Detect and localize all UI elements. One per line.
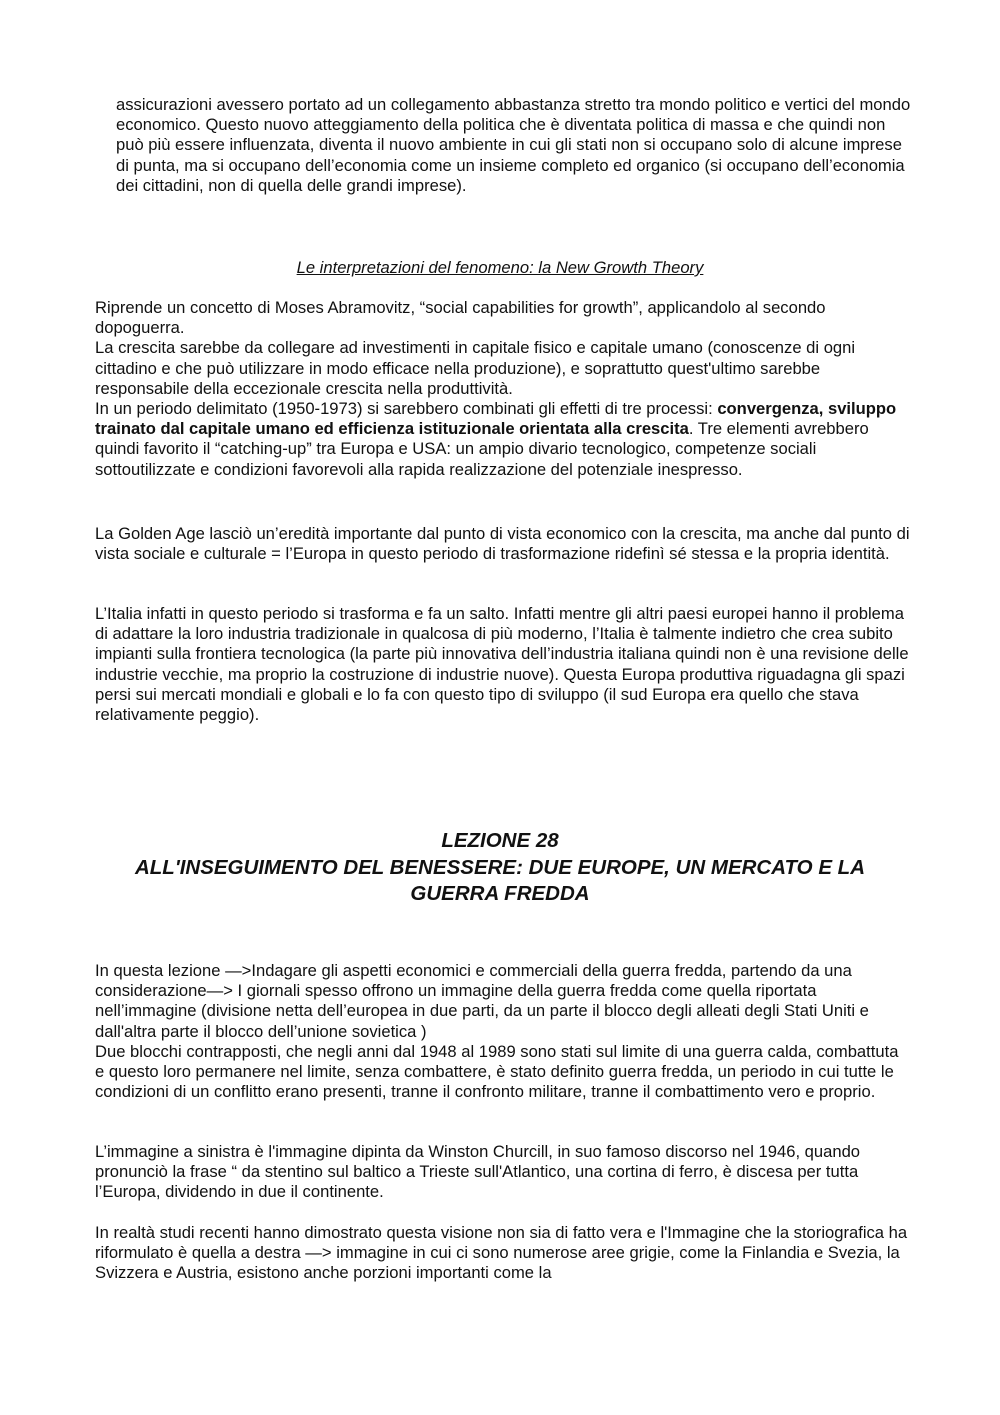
growth-theory-paragraph (95, 298, 910, 480)
lesson-title-line-2: GUERRA FREDDA (410, 882, 590, 905)
growth-theory-line-1: Riprende un concetto di Moses Abramovitz, “social capabilities for growth”, applicandolo al secondo dopoguerra. (95, 298, 826, 338)
growth-theory-line-3 (95, 399, 910, 480)
growth-theory-line-3-intro: In un periodo delimitato (1950-1973) si sarebbero combinati gli effetti di tre processi: (95, 399, 718, 419)
lesson-intro-paragraph (95, 961, 910, 1102)
italy-paragraph: L’Italia infatti in questo periodo si trasforma e fa un salto. Infatti mentre gli altri paesi europei hanno il problema di adattare la loro industria tradizionale in qualcosa di più moderno, l’Italia è talmente indietro che crea subito impianti sulla frontiera tecnologica (la parte più innovativa dell’industria italiana quindi non è una revisione delle industrie vecchie, ma proprio la costruzione di industrie nuove). Questa Europa produttiva riguadagna gli spazi persi sui mercati mondiali e globali e lo fa con questo tipo di sviluppo (il sud Europa era quello che stava relativamente peggio). (95, 604, 909, 725)
lesson-heading (95, 828, 905, 908)
growth-theory-bold-text: convergenza, sviluppo trainato dal capitale umano ed efficienza istituzionale orientata alla crescita (95, 399, 897, 439)
lesson-intro-line-2: Due blocchi contrapposti, che negli anni dal 1948 al 1989 sono stati sul limite di una guerra calda, combattuta e questo loro permanere nel limite, senza combattere, è stato definito guerra fredda, un periodo in cui tutte le condizioni di un conflitto erano presenti, tranne il confronto militare, tranne il combattimento vero e proprio. (95, 1041, 899, 1102)
studies-paragraph: In realtà studi recenti hanno dimostrato questa visione non sia di fatto vera e l'Immagine che la storiografica ha riformulato è quella a destra —> immagine in cui ci sono numerose aree grigie, come la Finlandia e Svezia, la Svizzera e Austria, esistono anche porzioni importanti come la (95, 1223, 908, 1283)
lesson-number: LEZIONE 28 (441, 829, 559, 852)
growth-theory-line-2: La crescita sarebbe da collegare ad investimenti in capitale fisico e capitale umano (conoscenze di ogni cittadino e che può utilizzare in modo efficace nella produzione), e soprattutto quest'ultimo sarebbe responsabile della eccezionale crescita nella produttività. (95, 338, 856, 398)
section-heading: Le interpretazioni del fenomeno: la New Growth Theory (296, 258, 704, 277)
golden-age-paragraph: La Golden Age lasciò un’eredità importante dal punto di vista economico con la crescita, ma anche dal punto di vista sociale e culturale = l’Europa in questo periodo di trasformazione ridefinì sé stessa e la propria identità. (95, 524, 910, 564)
intro-paragraph: assicurazioni avessero portato ad un collegamento abbastanza stretto tra mondo politico e vertici del mondo economico. Questo nuovo atteggiamento della politica che è diventata politica di massa e che quindi non può più essere influenzata, diventa il nuovo ambiente in cui gli stati non si occupano solo di alcune imprese di punta, ma si occupano dell’economia come un insieme completo ed organico (si occupano dell’economia dei cittadini, non di quella delle grandi imprese). (116, 95, 911, 195)
churchill-paragraph: L’immagine a sinistra è l'immagine dipinta da Winston Churcill, in suo famoso discorso nel 1946, quando pronunciò la frase “ da stentino sul baltico a Trieste sull'Atlantico, una cortina di ferro, è discesa per tutta l’Europa, dividendo in due il continente. (95, 1142, 861, 1202)
lesson-title-line-1: ALL'INSEGUIMENTO DEL BENESSERE: DUE EUROPE, UN MERCATO E LA (134, 855, 866, 879)
lesson-intro-line-1: In questa lezione —>Indagare gli aspetti economici e commerciali della guerra fredda, partendo da una considerazione—> I giornali spesso offrono un immagine della guerra fredda come quella riportata nell’immagine (divisione netta dell’europea in due parti, da un parte il blocco degli alleati degli Stati Uniti e dall'altra parte il blocco dell’unione sovietica ) (95, 961, 869, 1041)
growth-theory-line-3-rest: . Tre elementi avrebbero quindi favorito il “catching-up” tra Europa e USA: un ampio divario tecnologico, competenze sociali sottoutilizzate e condizioni favorevoli alla rapida realizzazione del potenziale inespresso. (95, 419, 869, 479)
